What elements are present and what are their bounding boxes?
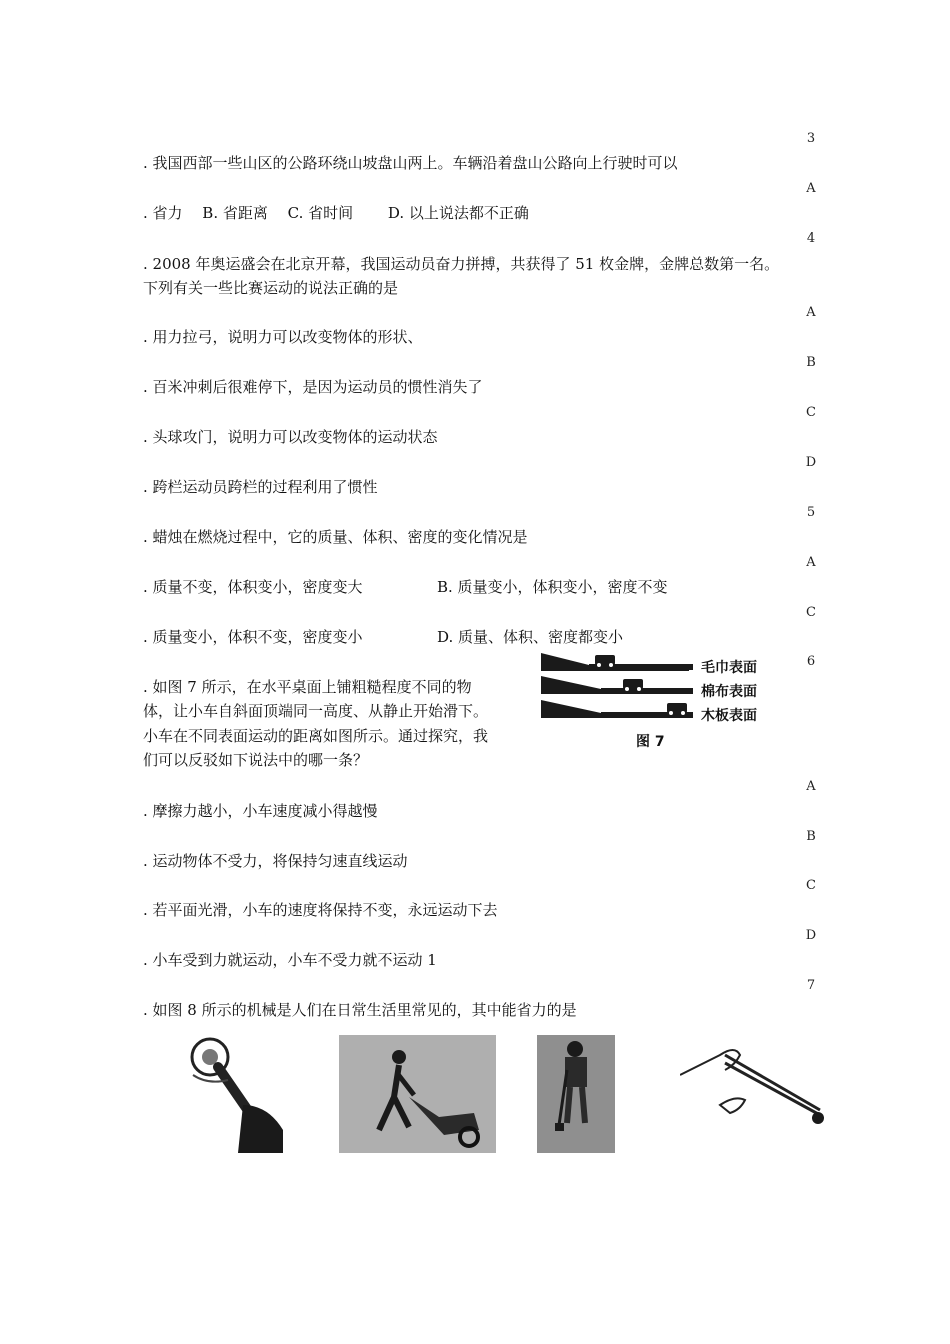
question-stem: . 如图 7 所示，在水平桌面上铺粗糙程度不同的物 bbox=[143, 678, 472, 696]
option-marker: B bbox=[806, 829, 816, 844]
option-text: . 跨栏运动员跨栏的过程利用了惯性 bbox=[143, 478, 378, 496]
option-marker: C bbox=[806, 405, 816, 420]
option-line: . 省力 B. 省距离 C. 省时间 D. 以上说法都不正确 bbox=[143, 204, 529, 222]
question-stem: 体，让小车自斜面顶端同一高度、从静止开始滑下。 bbox=[143, 702, 489, 720]
option-marker: A bbox=[806, 555, 816, 570]
option-text: . 用力拉弓，说明力可以改变物体的形状、 bbox=[143, 328, 423, 346]
question-number: 3 bbox=[806, 131, 816, 146]
surface-label: 毛巾表面 bbox=[701, 660, 757, 676]
question-stem: 们可以反驳如下说法中的哪一条？ bbox=[143, 751, 369, 769]
figure-7-ramps bbox=[541, 648, 773, 753]
tweezers-image bbox=[680, 1035, 830, 1153]
option-text: . 头球攻门，说明力可以改变物体的运动状态 bbox=[143, 428, 438, 446]
wheelbarrow-image bbox=[339, 1035, 496, 1153]
question-stem: . 2008 年奥运盛会在北京开幕，我国运动员奋力拼搏，共获得了 51 枚金牌，金牌总数第一名。 bbox=[143, 255, 780, 273]
option-text: D. 质量、体积、密度都变小 bbox=[437, 628, 624, 646]
question-stem: 下列有关一些比赛运动的说法正确的是 bbox=[143, 279, 399, 297]
option-text: . 若平面光滑，小车的速度将保持不变，永远运动下去 bbox=[143, 901, 498, 919]
option-text: . 摩擦力越小，小车速度减小得越慢 bbox=[143, 802, 378, 820]
question-number: 6 bbox=[806, 654, 816, 669]
option-text: . 质量变小，体积不变，密度变小 bbox=[143, 628, 363, 646]
option-marker: D bbox=[805, 455, 817, 470]
option-marker: D bbox=[805, 928, 817, 943]
question-stem: . 如图 8 所示的机械是人们在日常生活里常见的，其中能省力的是 bbox=[143, 1001, 577, 1019]
question-number: 5 bbox=[806, 505, 816, 520]
ramp-cotton bbox=[541, 676, 693, 694]
question-number: 7 bbox=[806, 978, 816, 993]
option-text: . 百米冲刺后很难停下，是因为运动员的惯性消失了 bbox=[143, 378, 483, 396]
option-marker: A bbox=[806, 305, 816, 320]
wrench-image bbox=[188, 1035, 293, 1153]
question-number: 4 bbox=[806, 231, 816, 246]
option-text: . 运动物体不受力，将保持匀速直线运动 bbox=[143, 852, 408, 870]
surface-label: 木板表面 bbox=[701, 708, 757, 724]
option-text: B. 质量变小，体积变小，密度不变 bbox=[437, 578, 668, 596]
option-marker: B bbox=[806, 355, 816, 370]
shovel-image bbox=[537, 1035, 615, 1153]
ramp-wood bbox=[541, 700, 693, 718]
option-marker: C bbox=[806, 605, 816, 620]
ramp-towel bbox=[541, 653, 693, 671]
option-marker: A bbox=[806, 181, 816, 196]
question-stem: . 我国西部一些山区的公路环绕山坡盘山两上。车辆沿着盘山公路向上行驶时可以 bbox=[143, 154, 678, 172]
option-text: . 小车受到力就运动，小车不受力就不运动 1 bbox=[143, 951, 437, 969]
figure-caption: 图 7 bbox=[636, 734, 665, 750]
question-stem: 小车在不同表面运动的距离如图所示。通过探究，我 bbox=[143, 727, 489, 745]
surface-label: 棉布表面 bbox=[701, 684, 757, 700]
option-marker: A bbox=[806, 779, 816, 794]
option-marker: C bbox=[806, 878, 816, 893]
question-stem: . 蜡烛在燃烧过程中，它的质量、体积、密度的变化情况是 bbox=[143, 528, 528, 546]
option-text: . 质量不变，体积变小，密度变大 bbox=[143, 578, 363, 596]
